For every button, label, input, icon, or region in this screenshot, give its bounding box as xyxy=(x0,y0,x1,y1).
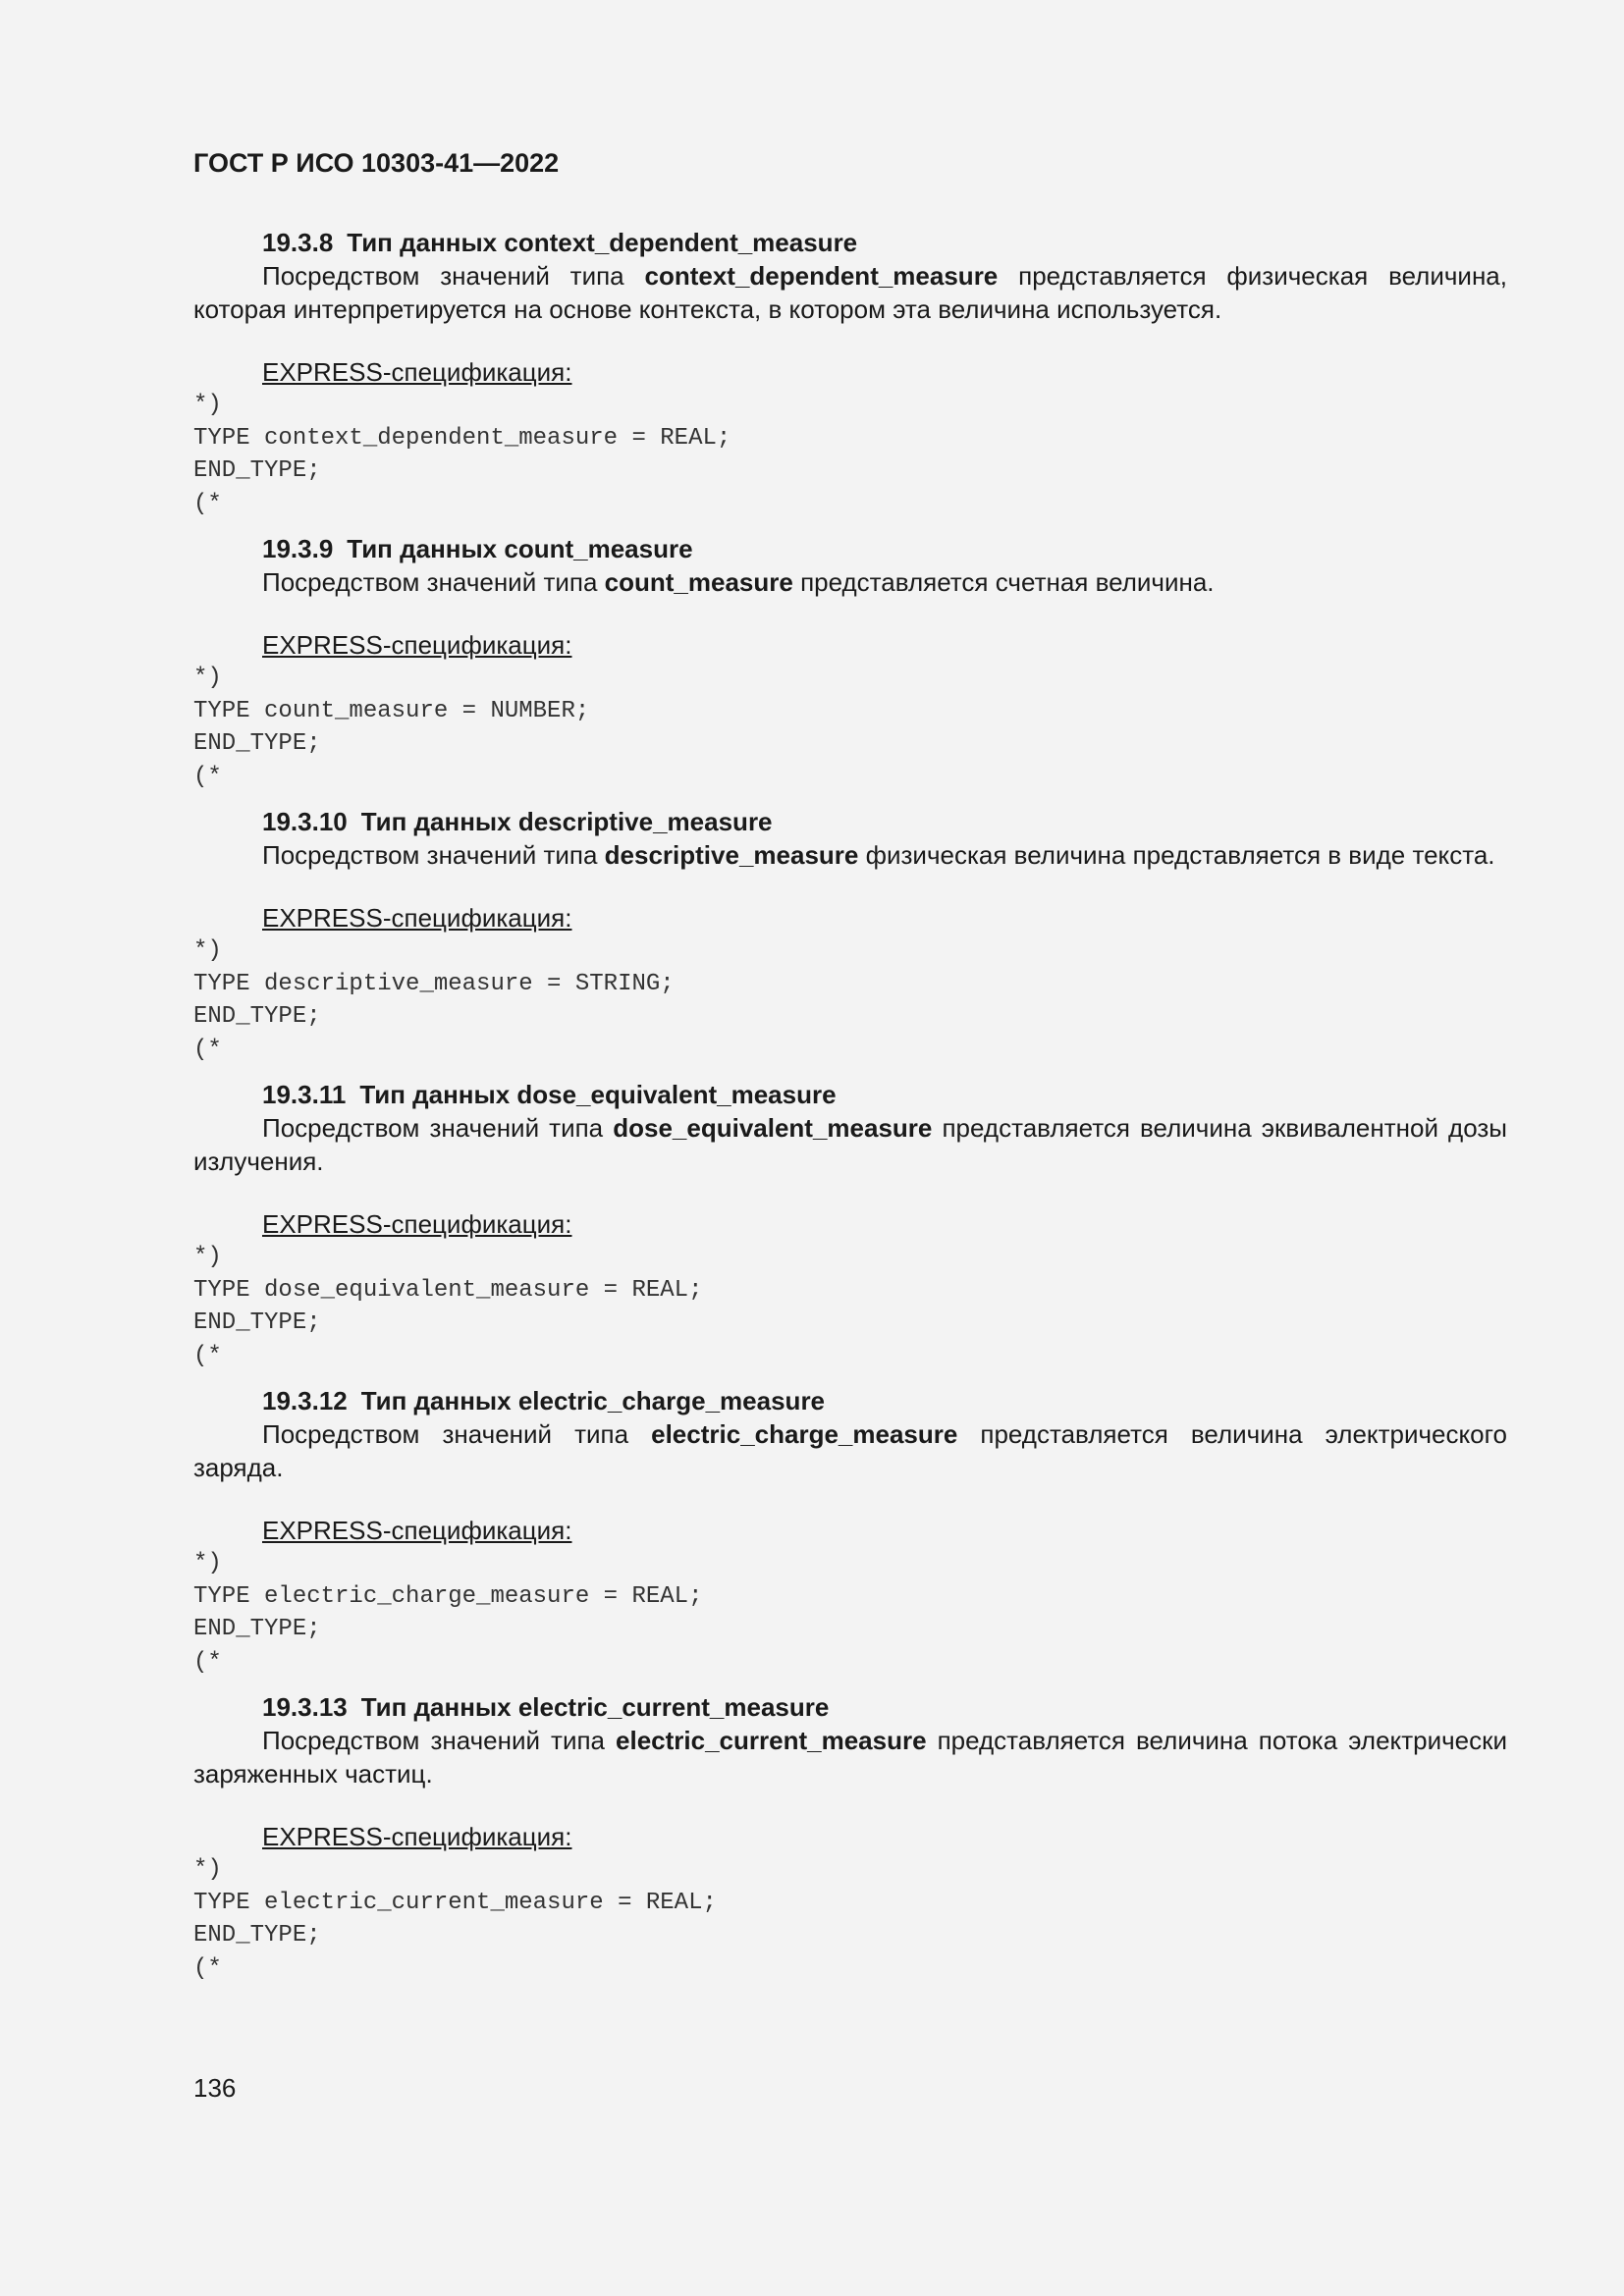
description-text: Посредством значений типа xyxy=(262,1113,614,1143)
section-description xyxy=(193,1111,1507,1178)
code-line: *) xyxy=(193,1856,222,1883)
section-title: Тип данных count_measure xyxy=(347,534,693,563)
section-title: Тип данных electric_charge_measure xyxy=(360,1386,826,1415)
express-code-block xyxy=(193,389,1507,520)
description-text: представляется величина потока электрически заряженных частиц. xyxy=(193,1726,1507,1789)
code-line: END_TYPE; xyxy=(193,1003,321,1030)
code-line: *) xyxy=(193,937,222,964)
section-title: Тип данных electric_current_measure xyxy=(360,1692,830,1722)
section-heading xyxy=(193,1078,1507,1111)
code-line: TYPE descriptive_measure = STRING; xyxy=(193,970,675,997)
code-line: TYPE context_dependent_measure = REAL; xyxy=(193,424,731,452)
section-19-3-13 xyxy=(193,1690,1507,1985)
description-term: descriptive_measure xyxy=(604,840,859,870)
description-text: представляется физическая величина, которая интерпретируется на основе контекста, в котором эта величина используется. xyxy=(193,261,1507,324)
section-number: 19.3.13 xyxy=(262,1692,348,1722)
section-heading xyxy=(193,1384,1507,1417)
express-spec-label: EXPRESS-спецификация: xyxy=(262,903,572,933)
description-text: Посредством значений типа xyxy=(262,261,645,291)
description-text: представляется величина эквивалентной дозы излучения. xyxy=(193,1113,1507,1176)
section-number: 19.3.11 xyxy=(262,1080,347,1109)
code-line: (* xyxy=(193,1342,222,1369)
section-description xyxy=(193,1417,1507,1484)
description-text: Посредством значений типа xyxy=(262,567,605,597)
section-19-3-11 xyxy=(193,1078,1507,1372)
express-spec-label: EXPRESS-спецификация: xyxy=(262,1209,572,1239)
section-19-3-9 xyxy=(193,532,1507,793)
description-text: представляется величина электрического заряда. xyxy=(193,1419,1507,1482)
description-term: context_dependent_measure xyxy=(644,261,999,291)
code-line: *) xyxy=(193,1550,222,1576)
code-line: END_TYPE; xyxy=(193,730,321,757)
section-description xyxy=(193,1724,1507,1790)
code-line: (* xyxy=(193,763,222,790)
express-code-block xyxy=(193,934,1507,1066)
section-19-3-12 xyxy=(193,1384,1507,1679)
section-title: Тип данных dose_equivalent_measure xyxy=(359,1080,837,1109)
section-number: 19.3.8 xyxy=(262,228,334,257)
express-code-block xyxy=(193,662,1507,793)
page-number: 136 xyxy=(193,2073,237,2103)
code-line: *) xyxy=(193,392,222,418)
description-text: Посредством значений типа xyxy=(262,1419,652,1449)
section-19-3-10 xyxy=(193,805,1507,1066)
description-text: Посредством значений типа xyxy=(262,840,605,870)
express-spec-label: EXPRESS-спецификация: xyxy=(262,1516,572,1545)
code-line: END_TYPE; xyxy=(193,1616,321,1642)
section-heading xyxy=(193,805,1507,838)
code-line: END_TYPE; xyxy=(193,457,321,484)
description-text: Посредством значений типа xyxy=(262,1726,617,1755)
description-term: electric_charge_measure xyxy=(651,1419,958,1449)
code-line: TYPE electric_current_measure = REAL; xyxy=(193,1889,717,1916)
section-description xyxy=(193,565,1507,599)
section-title: Тип данных descriptive_measure xyxy=(360,807,773,836)
code-line: TYPE electric_charge_measure = REAL; xyxy=(193,1582,703,1610)
express-code-block xyxy=(193,1241,1507,1372)
section-number: 19.3.9 xyxy=(262,534,334,563)
code-line: END_TYPE; xyxy=(193,1922,321,1949)
description-text: представляется счетная величина. xyxy=(792,567,1215,597)
code-line: (* xyxy=(193,490,222,517)
section-description xyxy=(193,259,1507,326)
express-code-block xyxy=(193,1853,1507,1985)
code-line: (* xyxy=(193,1954,222,1982)
code-line: *) xyxy=(193,665,222,691)
section-heading xyxy=(193,226,1507,259)
section-heading xyxy=(193,532,1507,565)
section-heading xyxy=(193,1690,1507,1724)
code-line: (* xyxy=(193,1036,222,1063)
code-line: (* xyxy=(193,1648,222,1676)
express-spec-label: EXPRESS-спецификация: xyxy=(262,630,572,660)
description-term: electric_current_measure xyxy=(616,1726,927,1755)
express-spec-label: EXPRESS-спецификация: xyxy=(262,1822,572,1851)
description-text: физическая величина представляется в виде текста. xyxy=(858,840,1495,870)
section-description xyxy=(193,838,1507,872)
express-spec-label: EXPRESS-спецификация: xyxy=(262,357,572,387)
section-title: Тип данных context_dependent_measure xyxy=(347,228,858,257)
express-code-block xyxy=(193,1547,1507,1679)
document-header: ГОСТ Р ИСО 10303-41—2022 xyxy=(193,148,560,178)
section-number: 19.3.12 xyxy=(262,1386,348,1415)
description-term: count_measure xyxy=(604,567,793,597)
description-term: dose_equivalent_measure xyxy=(613,1113,933,1143)
code-line: TYPE dose_equivalent_measure = REAL; xyxy=(193,1276,703,1304)
code-line: END_TYPE; xyxy=(193,1309,321,1336)
code-line: TYPE count_measure = NUMBER; xyxy=(193,697,590,724)
code-line: *) xyxy=(193,1244,222,1270)
section-19-3-8 xyxy=(193,226,1507,520)
document-page xyxy=(193,145,1507,1997)
section-number: 19.3.10 xyxy=(262,807,348,836)
